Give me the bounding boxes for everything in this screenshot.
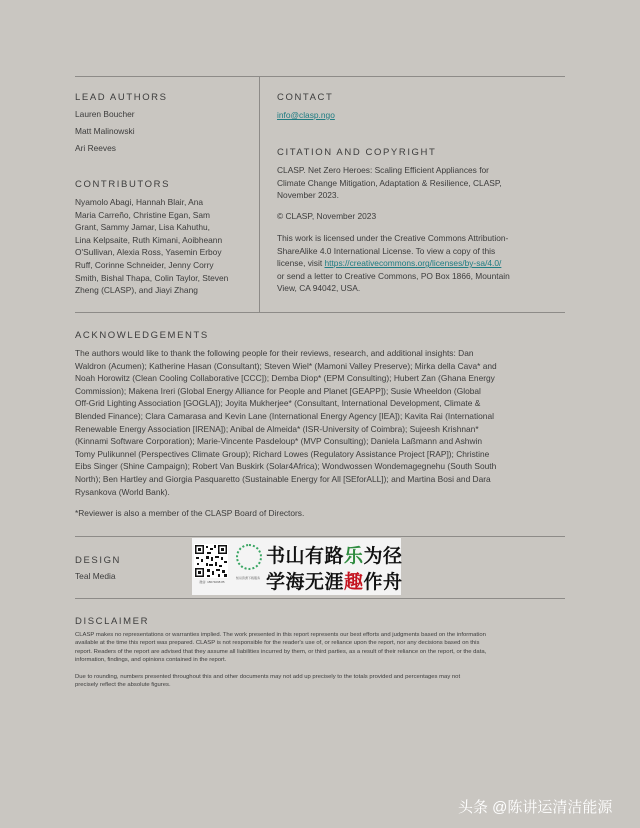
disclaimer-line: report. Readers of the report are advised that they assume all liabilities incurred by them, or third parties, as a result of their reliance on the report, or the data, — [75, 648, 487, 655]
contributors-line: Zheng (CLASP), and Jiayi Zhang — [75, 285, 198, 296]
logo-caption: 知识资源下载服务 — [235, 576, 260, 580]
citation-line: Climate Change Mitigation, Adaptation & Resilience, CLASP, — [277, 177, 502, 188]
lead-author-name: Lauren Boucher — [75, 109, 135, 119]
citation-line: CLASP. Net Zero Heroes: Scaling Efficient Appliances for — [277, 165, 489, 175]
lead-authors-heading: LEAD AUTHORS — [75, 92, 168, 103]
license-line: View, CA 94042, USA. — [277, 283, 361, 294]
promo-banner[interactable] — [192, 538, 401, 595]
acknowledgements-line: Renewable Energy Association [IRENA]); Anibal de Almeida* (ISR-University of Coimbra); Sujeesh Krishnan* — [75, 423, 479, 434]
top-divider — [75, 76, 565, 77]
license-line: or send a letter to Creative Commons, PO Box 1866, Mountain — [277, 270, 510, 281]
acknowledgements-line: (Kinnami Software Corporation); Marie-Vincente Pasdeloup* (MVP Consulting); Daniela Laßmann and Ashwin — [75, 436, 483, 447]
license-line: ShareAlike 4.0 International License. To view a copy of this — [277, 245, 496, 256]
promo-slogan-line1: 书山有路乐为径 — [266, 546, 403, 567]
contributors-heading: CONTRIBUTORS — [75, 179, 171, 190]
acknowledgements-line: Waldron (Acumen); Katherine Hasan (Consultant); Steven Wiel* (Mamoni Valley Preserve); Mirka della Cava* and — [75, 360, 497, 371]
contact-email-link[interactable]: info@clasp.ngo — [277, 110, 335, 120]
promo-logo-icon — [236, 544, 262, 570]
acknowledgements-heading: ACKNOWLEDGEMENTS — [75, 330, 209, 341]
contact-heading: CONTACT — [277, 92, 334, 103]
contributors-line: Nyamolo Abagi, Hannah Blair, Ana — [75, 197, 204, 207]
copyright-text: © CLASP, November 2023 — [277, 211, 377, 221]
license-prefix: license, visit — [277, 258, 325, 269]
acknowledgements-line: The authors would like to thank the following people for their reviews, research, and additional insights: Dan — [75, 348, 474, 358]
contributors-line: Grant, Sammy Jamar, Lisa Kahuthu, — [75, 222, 210, 233]
divider-disclaimer — [75, 598, 565, 599]
contributors-line: Lina Kelpsaite, Ruth Kimani, Aoibheann — [75, 234, 223, 245]
license-url-link[interactable]: https://creativecommons.org/licenses/by-sa/4.0/ — [324, 258, 502, 269]
rounding-note-line: precisely reflect the absolute figures. — [75, 682, 171, 689]
contributors-line: O'Sullivan, Alexia Ross, Yasemin Erboy — [75, 247, 222, 258]
lead-author-name: Ari Reeves — [75, 143, 116, 153]
promo-slogan-line2: 学海无涯趣作舟 — [266, 572, 403, 593]
citation-line: November 2023. — [277, 190, 339, 201]
qr-caption: 微信: 18674098 85 — [199, 580, 225, 584]
lead-author-name: Matt Malinowski — [75, 126, 135, 136]
disclaimer-line: information, findings, and opinions contained in the report. — [75, 656, 227, 663]
acknowledgements-line: Noah Horowitz (Clean Cooling Collaborative [CCC]); Demba Diop* (EPM Consulting); Hubert Zan (Ghana Energy — [75, 373, 495, 384]
divider-acknowledgements — [75, 312, 565, 313]
acknowledgements-line: Rysankova (World Bank). — [75, 486, 170, 497]
acknowledgements-line: Tomy Pulikunnel (Perspectives Climate Group); Richard Lowes (Regulatory Assistance Project [RAP]); Christine — [75, 448, 490, 459]
citation-heading: CITATION AND COPYRIGHT — [277, 147, 437, 158]
divider-design — [75, 536, 565, 537]
license-line: This work is licensed under the Creative Commons Attribution- — [277, 233, 509, 243]
design-credit: Teal Media — [75, 571, 116, 581]
disclaimer-line: available at the time this report was prepared. CLASP is not responsible for the reader's use of, or reliance upon the report, nor any decisions based on this — [75, 640, 480, 647]
acknowledgements-line: Off-Grid Lighting Association [GOGLA]); Joyita Mukherjee* (Consultant, International Development, Climate & — [75, 398, 481, 409]
license-line — [277, 257, 501, 270]
contributors-line: Ruff, Corinne Schneider, Jenny Corry — [75, 260, 214, 270]
acknowledgements-line: Commission); Makena Ireri (Global Energy Alliance for People and Planet [GEAPP]); Susie Wheeldon (Global — [75, 385, 481, 396]
disclaimer-line: CLASP makes no representations or warranties implied. The work presented in this report represents our best efforts and judgments based on the information — [75, 632, 486, 638]
platform-watermark: 头条 @陈讲运清洁能源 — [458, 799, 613, 816]
contributors-line: Maria Carreño, Christine Egan, Sam — [75, 209, 210, 220]
reviewer-note: *Reviewer is also a member of the CLASP Board of Directors. — [75, 508, 305, 518]
qr-code-icon[interactable] — [194, 544, 228, 578]
acknowledgements-line: Blended Finance); Clara Camarasa and Kevin Lane (International Energy Agency [IEA]); Kavita Rai (International — [75, 411, 494, 421]
rounding-note-line: Due to rounding, numbers presented throughout this and other documents may not add up precisely to the totals provided and percentages may not — [75, 674, 461, 680]
disclaimer-heading: DISCLAIMER — [75, 616, 150, 627]
column-divider — [259, 76, 260, 312]
acknowledgements-line: Eibs Singer (Shine Campaign); Robert Van Buskirk (Solar4Africa); Wondwossen Wondemagegnehu (South South — [75, 461, 497, 472]
design-heading: DESIGN — [75, 555, 122, 566]
contributors-line: Smith, Bishal Thapa, Colin Taylor, Steven — [75, 272, 229, 283]
acknowledgements-line: North); Ben Hartley and Giorgia Pasquaretto (Sustainable Energy for All [SEforALL]); and Martina Bosi and Dara — [75, 474, 491, 484]
